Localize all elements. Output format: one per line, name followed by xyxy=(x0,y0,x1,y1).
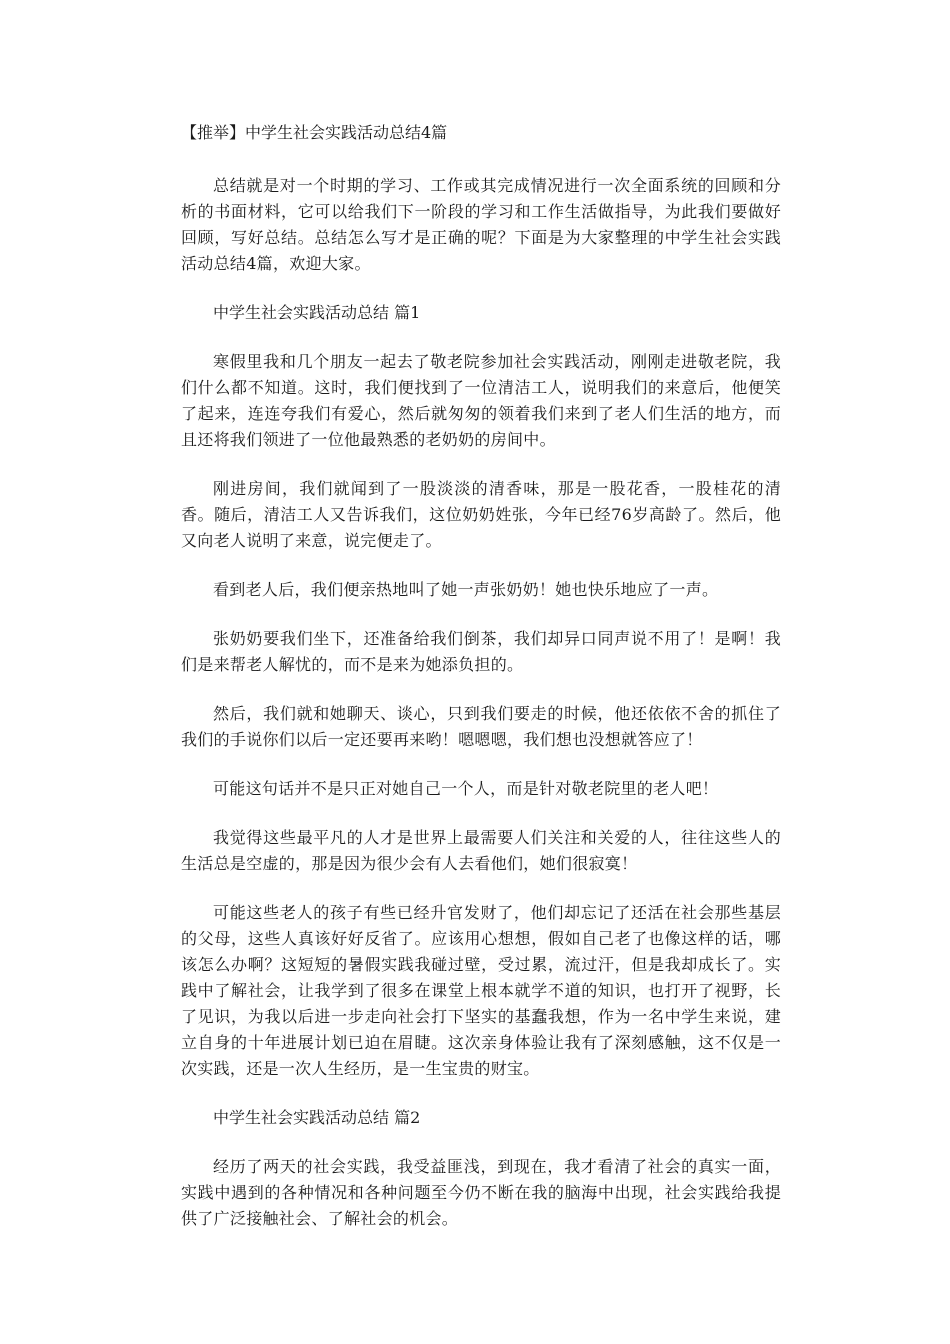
section-2-paragraph-1: 经历了两天的社会实践，我受益匪浅，到现在，我才看清了社会的真实一面，实践中遇到的各种情况和各种问题至今仍不断在我的脑海中出现，社会实践给我提供了广泛接触社会、了解社会的机会。 xyxy=(181,1157,781,1228)
section-2-heading: 中学生社会实践活动总结 篇2 xyxy=(213,1108,421,1127)
section-1-paragraph-4: 张奶奶要我们坐下，还准备给我们倒茶，我们却异口同声说不用了！是啊！我们是来帮老人解忧的，而不是来为她添负担的。 xyxy=(181,629,781,674)
section-1-paragraph-1: 寒假里我和几个朋友一起去了敬老院参加社会实践活动，刚刚走进敬老院，我们什么都不知道。这时，我们便找到了一位清洁工人，说明我们的来意后，他便笑了起来，连连夸我们有爱心，然后就匆匆的领着我们来到了老人们生活的地方，而且还将我们领进了一位他最熟悉的老奶奶的房间中。 xyxy=(181,352,781,449)
section-1-paragraph-3: 看到老人后，我们便亲热地叫了她一声张奶奶！她也快乐地应了一声。 xyxy=(213,580,719,599)
section-1-paragraph-6: 可能这句话并不是只正对她自己一个人，而是针对敬老院里的老人吧！ xyxy=(213,779,719,798)
intro-paragraph: 总结就是对一个时期的学习、工作或其完成情况进行一次全面系统的回顾和分析的书面材料，它可以给我们下一阶段的学习和工作生活做指导，为此我们要做好回顾，写好总结。总结怎么写才是正确的呢？下面是为大家整理的中学生社会实践活动总结4篇，欢迎大家。 xyxy=(181,176,781,273)
document-title: 【推举】中学生社会实践活动总结4篇 xyxy=(181,123,448,142)
section-1-heading: 中学生社会实践活动总结 篇1 xyxy=(213,303,421,322)
section-1-paragraph-8: 可能这些老人的孩子有些已经升官发财了，他们却忘记了还活在社会那些基层的父母，这些人真该好好反省了。应该用心想想，假如自己老了也像这样的话，哪该怎么办啊？这短短的暑假实践我碰过壁，受过累，流过汗，但是我却成长了。实践中了解社会，让我学到了很多在课堂上根本就学不道的知识，也打开了视野，长了见识，为我以后进一步走向社会打下坚实的基蠢我想，作为一名中学生来说，建立自身的十年进展计划已迫在眉睫。这次亲身体验让我有了深刻感触，这不仅是一次实践，还是一次人生经历，是一生宝贵的财宝。 xyxy=(181,903,781,1078)
section-1-paragraph-2: 刚进房间，我们就闻到了一股淡淡的清香味，那是一股花香，一股桂花的清香。随后，清洁工人又告诉我们，这位奶奶姓张，今年已经76岁高龄了。然后，他又向老人说明了来意，说完便走了。 xyxy=(181,479,781,550)
section-1-paragraph-5: 然后，我们就和她聊天、谈心，只到我们要走的时候，他还依依不舍的抓住了我们的手说你们以后一定还要再来哟！嗯嗯嗯，我们想也没想就答应了！ xyxy=(181,704,781,749)
document-page xyxy=(181,122,781,1255)
section-1-paragraph-7: 我觉得这些最平凡的人才是世界上最需要人们关注和关爱的人，往往这些人的生活总是空虚的，那是因为很少会有人去看他们，她们很寂寞！ xyxy=(181,828,781,873)
